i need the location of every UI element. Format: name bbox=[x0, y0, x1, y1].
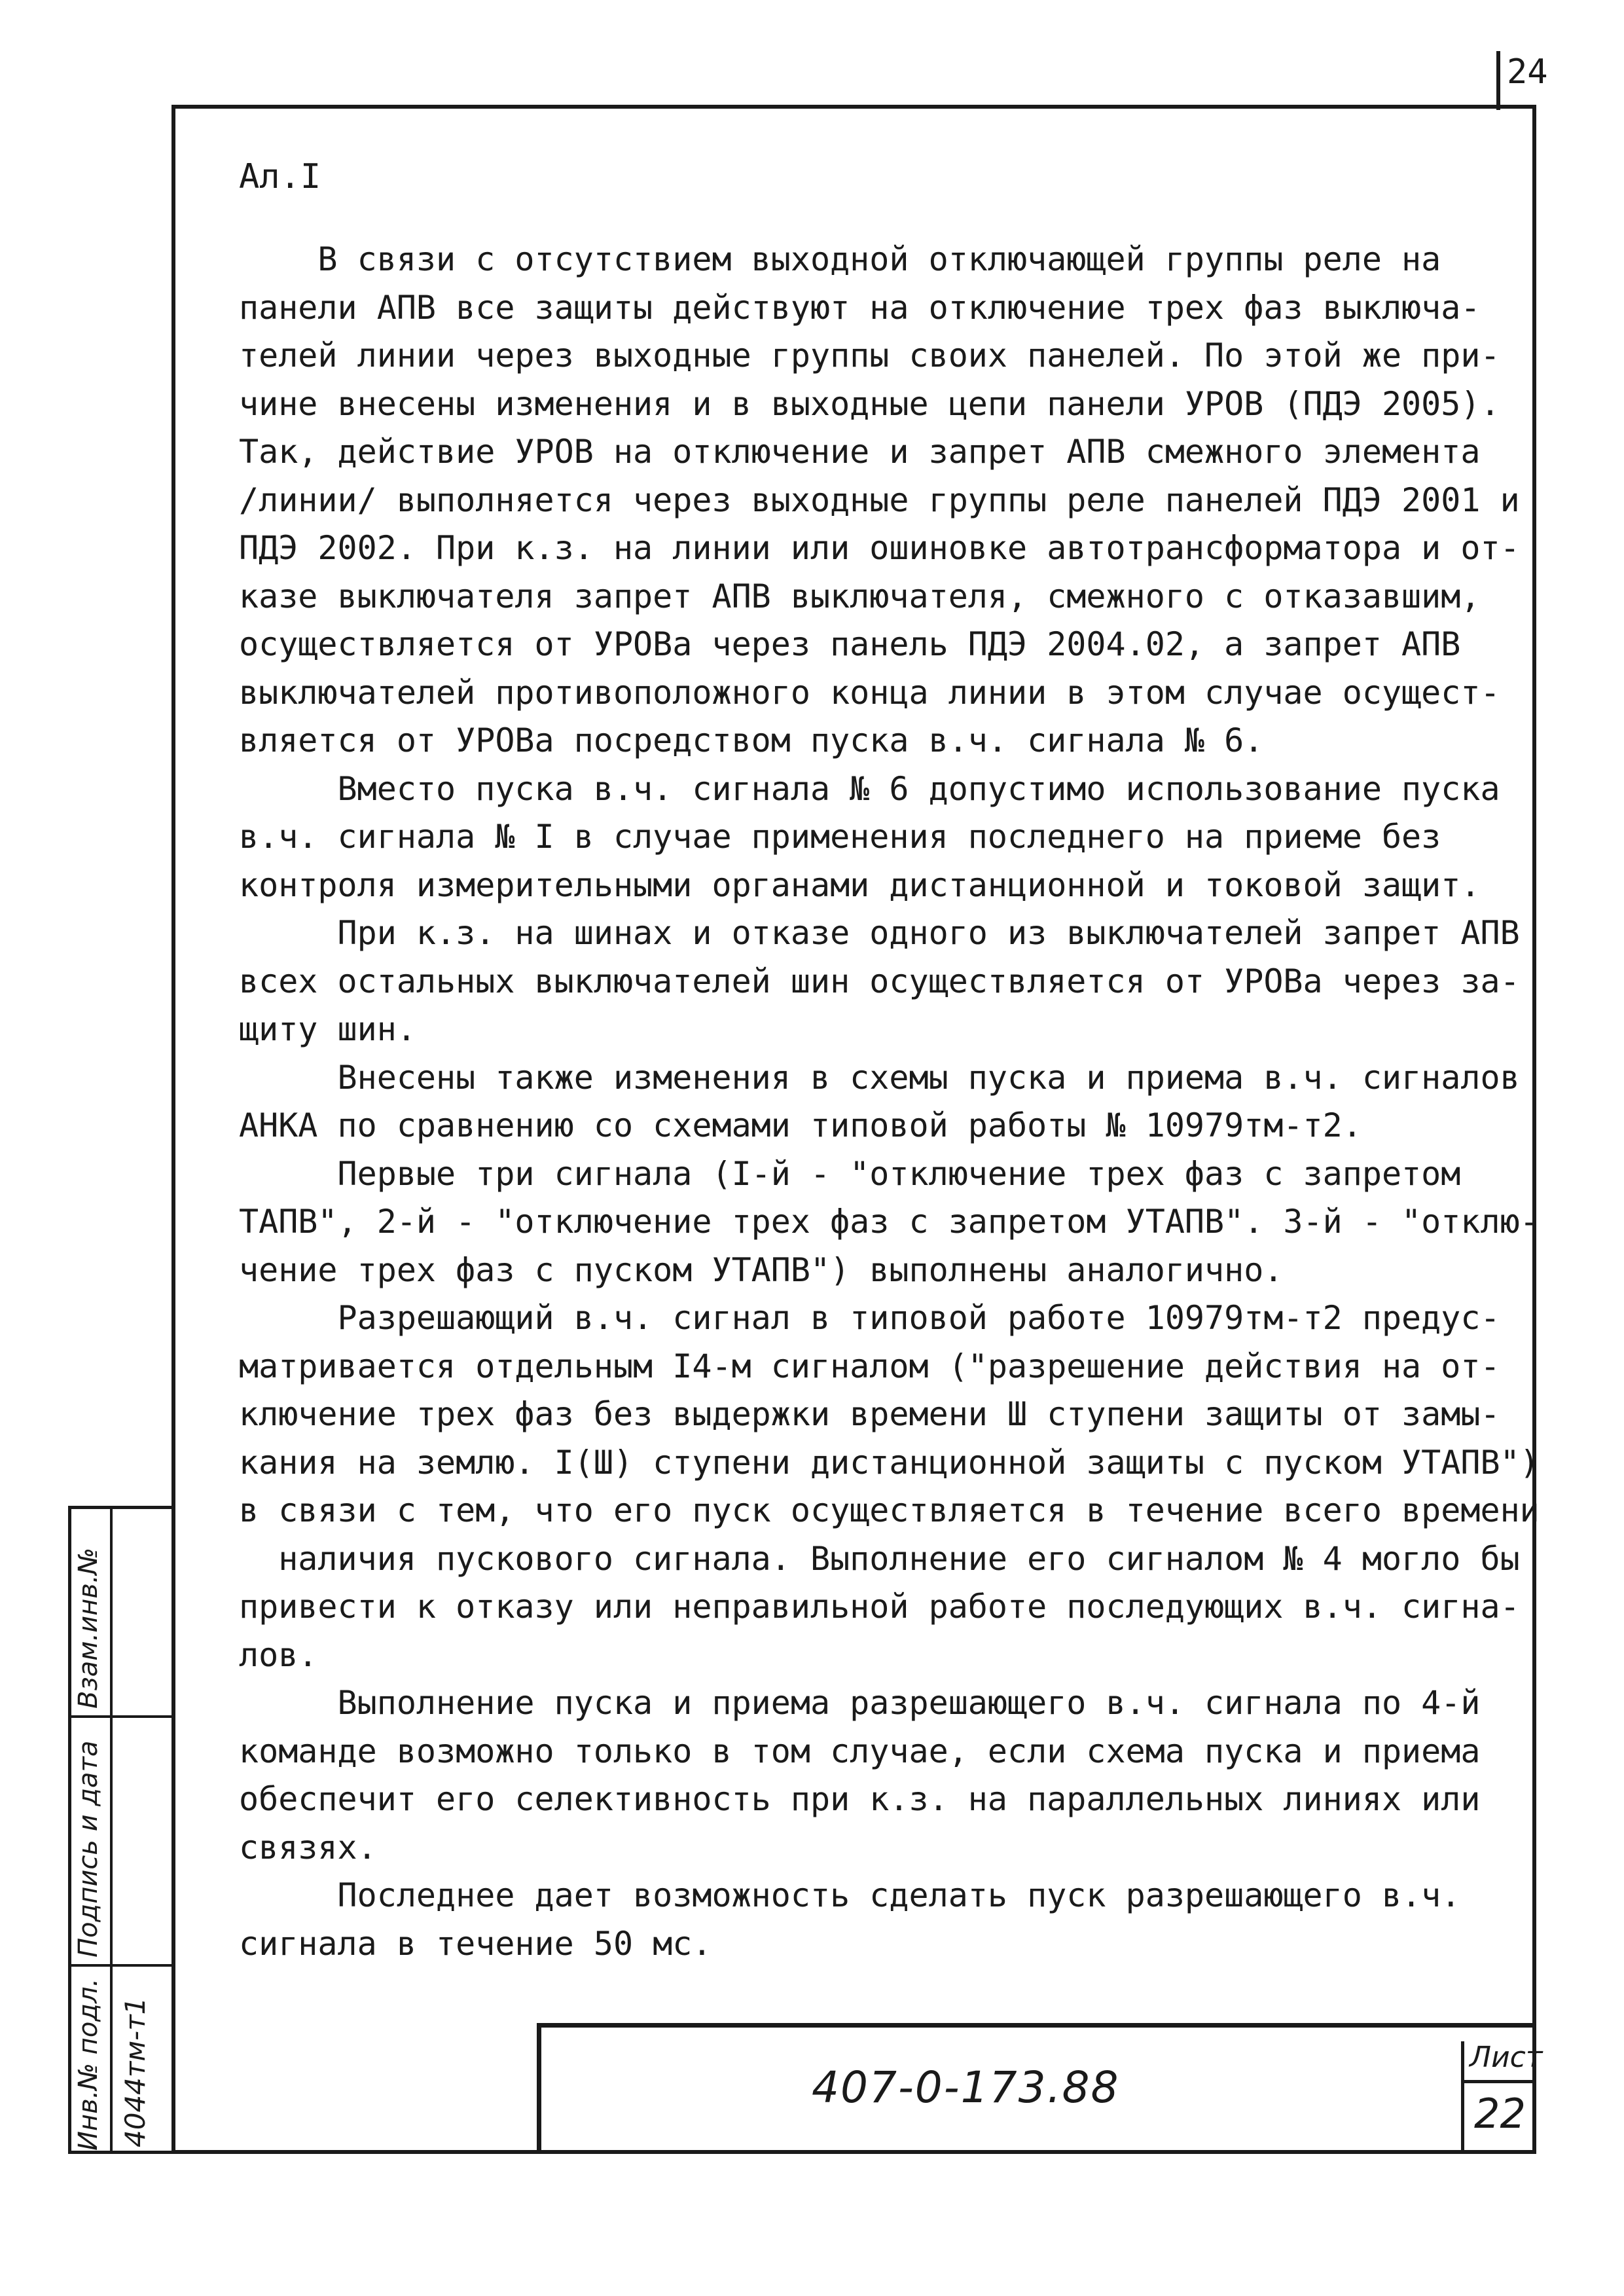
text-line: всех остальных выключателей шин осуществляется от УРОВа через за- bbox=[239, 962, 1520, 1000]
text-line: обеспечит его селективность при к.з. на параллельных линиях или bbox=[239, 1780, 1481, 1818]
text-line: Выполнение пуска и приема разрешающего в.ч. сигнала по 4-й bbox=[239, 1684, 1481, 1722]
text-line: Вместо пуска в.ч. сигнала № 6 допустимо использование пуска bbox=[239, 769, 1500, 808]
section-label: Ал.I bbox=[239, 157, 321, 196]
sheet-number: 22 bbox=[1474, 2090, 1526, 2138]
side-stamp-row-divider bbox=[68, 1964, 173, 1967]
text-line: в.ч. сигнала № I в случае применения последнего на приеме без bbox=[239, 818, 1441, 856]
body-text bbox=[239, 236, 1540, 1968]
text-line: чение трех фаз с пуском УТАПВ") выполнены аналогично. bbox=[239, 1250, 1284, 1289]
text-line: осуществляется от УРОВа через панель ПДЭ 2004.02, а запрет АПВ bbox=[239, 625, 1461, 663]
side-stamp-row-divider bbox=[68, 1715, 173, 1718]
document-code: 407-0-173.88 bbox=[812, 2062, 1120, 2113]
text-line: чине внесены изменения и в выходные цепи панели УРОВ (ПДЭ 2005). bbox=[239, 384, 1500, 423]
text-line: щиту шин. bbox=[239, 1010, 416, 1048]
text-line: Так, действие УРОВ на отключение и запрет АПВ смежного элемента bbox=[239, 433, 1481, 471]
side-stamp-inv-label: Инв.№ подл. bbox=[73, 1978, 103, 2151]
text-line: привести к отказу или неправильной работе последующих в.ч. сигна- bbox=[239, 1588, 1520, 1626]
text-line: лов. bbox=[239, 1635, 318, 1674]
text-line: команде возможно только в том случае, если схема пуска и приема bbox=[239, 1732, 1481, 1770]
side-stamp-inv-value: 4044тм-т1 bbox=[119, 1997, 151, 2147]
text-line: кания на землю. I(Ш) ступени дистанционной защиты с пуском УТАПВ") bbox=[239, 1443, 1540, 1482]
text-line: выключателей противоположного конца линии в этом случае осущест- bbox=[239, 673, 1500, 712]
top-page-number: 24 bbox=[1507, 52, 1548, 92]
text-line: телей линии через выходные группы своих панелей. По этой же при- bbox=[239, 337, 1500, 374]
text-line: ТАПВ", 2-й - "отключение трех фаз с запретом УТАПВ". 3-й - "отклю- bbox=[239, 1203, 1540, 1241]
side-stamp-replace-label: Взам.инв.№ bbox=[73, 1547, 103, 1709]
sheet-divider bbox=[1461, 2080, 1534, 2083]
text-line: ПДЭ 2002. При к.з. на линии или ошиновке автотрансформатора и от- bbox=[239, 529, 1520, 567]
text-line: Последнее дает возможность сделать пуск разрешающего в.ч. bbox=[239, 1876, 1461, 1914]
text-line: наличия пускового сигнала. Выполнение его сигналом № 4 могло бы bbox=[239, 1539, 1520, 1578]
text-line: ключение трех фаз без выдержки времени Ш ступени защиты от замы- bbox=[239, 1395, 1500, 1433]
text-line: АНКА по сравнению со схемами типовой работы № 10979тм-т2. bbox=[239, 1106, 1362, 1144]
text-line: связях. bbox=[239, 1828, 377, 1867]
text-line: вляется от УРОВа посредством пуска в.ч. сигнала № 6. bbox=[239, 721, 1264, 759]
text-line: казе выключателя запрет АПВ выключателя, смежного с отказавшим, bbox=[239, 577, 1481, 615]
text-line: Внесены также изменения в схемы пуска и приема в.ч. сигналов bbox=[239, 1058, 1520, 1097]
text-line: в связи с тем, что его пуск осуществляется в течение всего времени bbox=[239, 1491, 1540, 1529]
text-line: В связи с отсутствием выходной отключающей группы реле на bbox=[239, 240, 1441, 278]
text-line: При к.з. на шинах и отказе одного из выключателей запрет АПВ bbox=[239, 914, 1520, 952]
text-line: /линии/ выполняется через выходные группы реле панелей ПДЭ 2001 и bbox=[239, 481, 1520, 519]
text-line: панели АПВ все защиты действуют на отключение трех фаз выключа- bbox=[239, 288, 1481, 327]
top-corner-mark bbox=[1496, 51, 1500, 110]
sheet-label: Лист bbox=[1470, 2041, 1543, 2074]
side-stamp-sign-label: Подпись и дата bbox=[73, 1740, 103, 1958]
side-stamp-column-divider bbox=[110, 1506, 113, 2154]
text-line: матривается отдельным I4-м сигналом ("разрешение действия на от- bbox=[239, 1347, 1500, 1385]
text-line: сигнала в течение 50 мс. bbox=[239, 1924, 712, 1963]
text-line: Первые три сигнала (I-й - "отключение трех фаз с запретом bbox=[239, 1154, 1461, 1193]
text-line: Разрешающий в.ч. сигнал в типовой работе 10979тм-т2 предус- bbox=[239, 1299, 1500, 1337]
text-line: контроля измерительными органами дистанционной и токовой защит. bbox=[239, 866, 1481, 904]
